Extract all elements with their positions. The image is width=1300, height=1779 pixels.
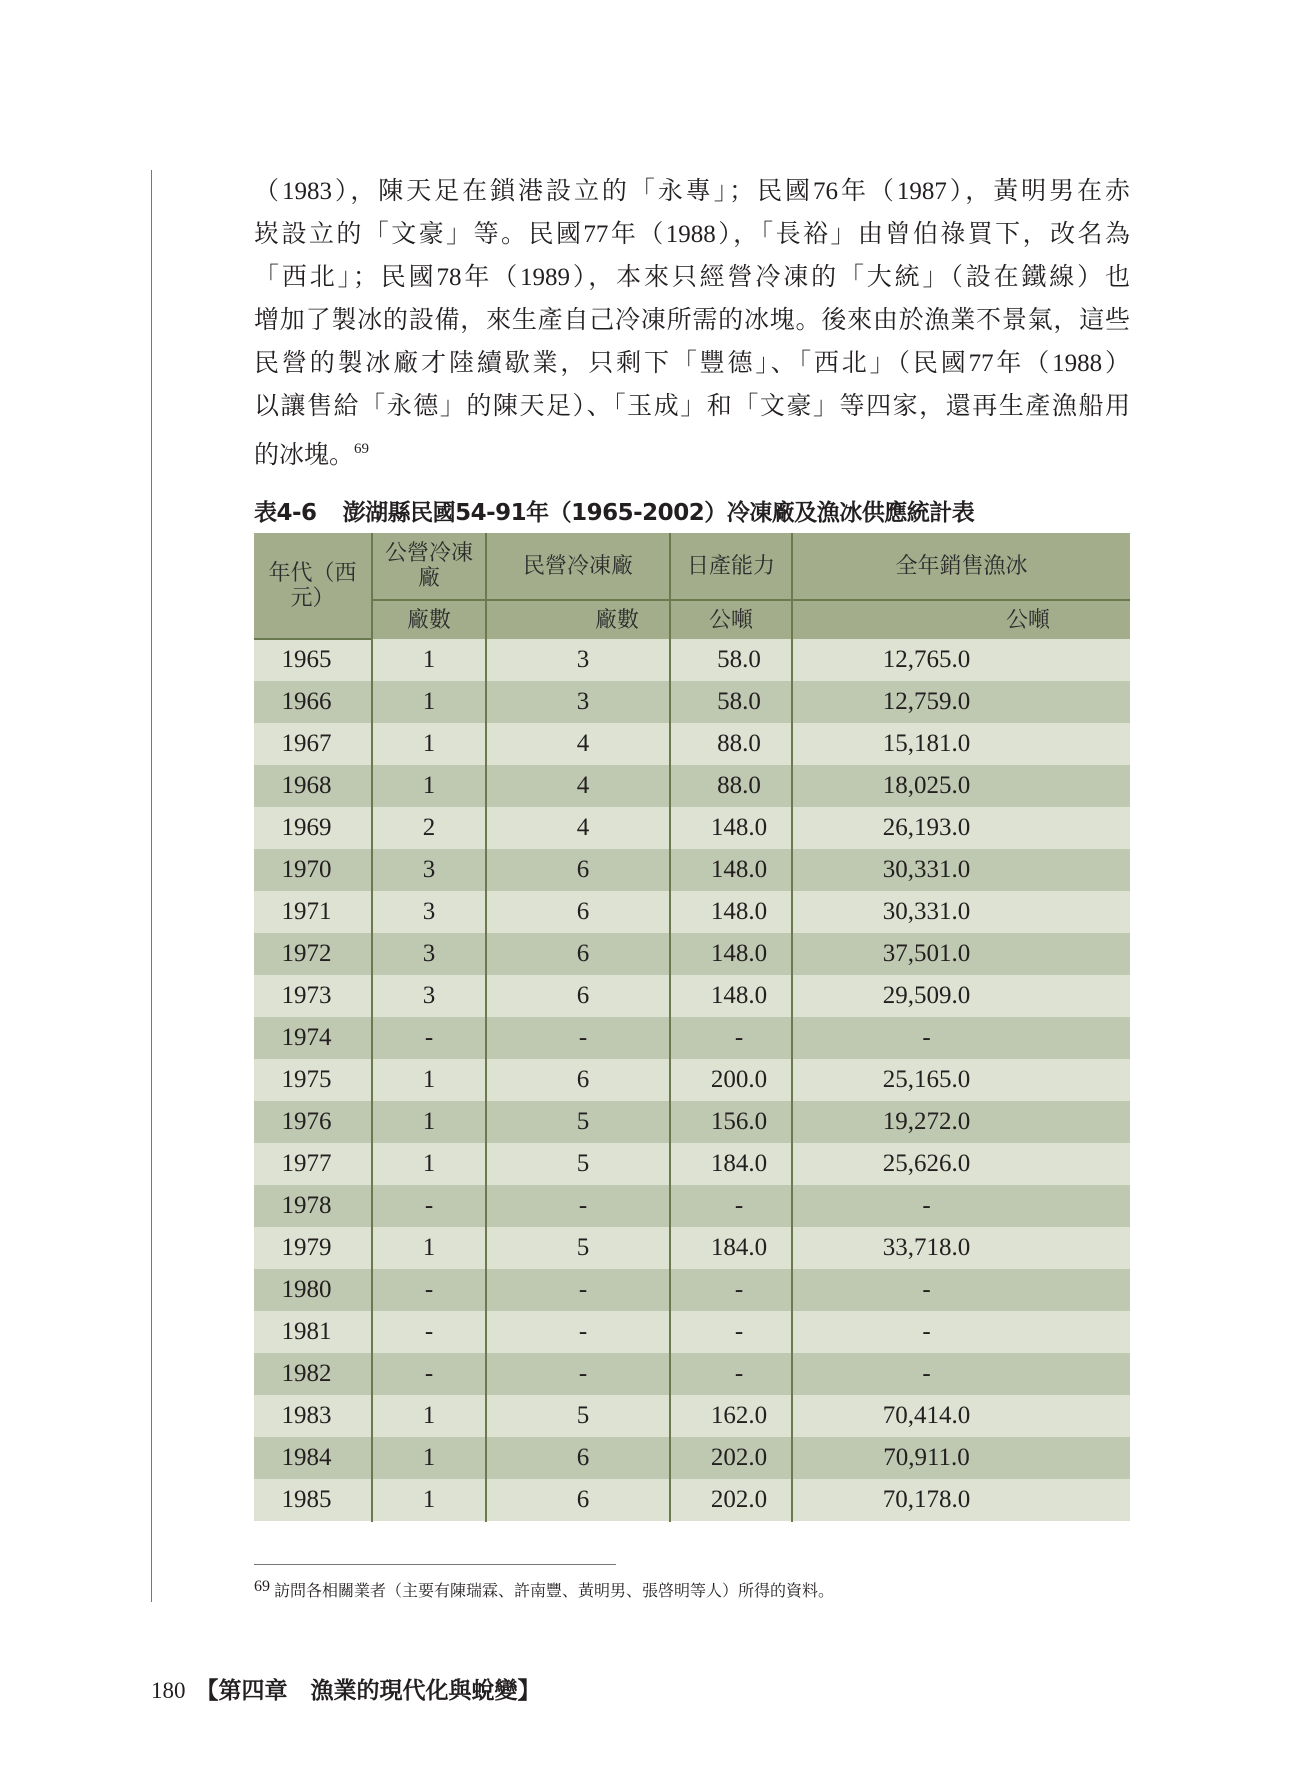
cell-year: 1965	[254, 639, 372, 681]
body-line: 崁設立的「文豪」等。民國77年（1988），「長裕」由曾伯祿買下，改名為	[254, 221, 1130, 248]
subheader-tons: 公噸	[792, 600, 1130, 639]
cell-public-plants: -	[372, 1311, 486, 1353]
cell-daily-capacity: 184.0	[670, 1143, 792, 1185]
table-row	[254, 681, 1130, 723]
cell-public-plants: 1	[372, 1479, 486, 1521]
cell-public-plants: -	[372, 1185, 486, 1227]
cell-daily-capacity: -	[670, 1269, 792, 1311]
cell-annual-ice-sales: 70,414.0	[792, 1395, 1130, 1437]
cell-daily-capacity: 148.0	[670, 891, 792, 933]
cell-private-plants: -	[486, 1017, 670, 1059]
cell-annual-ice-sales: 30,331.0	[792, 891, 1130, 933]
table-row	[254, 1269, 1130, 1311]
table-row	[254, 1311, 1130, 1353]
table-row	[254, 849, 1130, 891]
header-public-plants: 公營冷凍廠	[372, 533, 486, 600]
cell-public-plants: 1	[372, 1395, 486, 1437]
cell-annual-ice-sales: 70,911.0	[792, 1437, 1130, 1479]
cell-year: 1967	[254, 723, 372, 765]
cell-annual-ice-sales: 12,759.0	[792, 681, 1130, 723]
cell-annual-ice-sales: 37,501.0	[792, 933, 1130, 975]
header-daily-capacity: 日產能力	[670, 533, 792, 600]
statistics-table	[254, 533, 1130, 1522]
cell-daily-capacity: 148.0	[670, 807, 792, 849]
cell-year: 1981	[254, 1311, 372, 1353]
table-title: 澎湖縣民國54-91年（1965-2002）冷凍廠及漁冰供應統計表	[342, 500, 975, 526]
subheader-count: 廠數	[372, 600, 486, 639]
cell-year: 1984	[254, 1437, 372, 1479]
body-line-text: 的冰塊。	[254, 442, 355, 469]
footnote	[254, 1578, 834, 1601]
cell-private-plants: 5	[486, 1101, 670, 1143]
cell-annual-ice-sales: 15,181.0	[792, 723, 1130, 765]
cell-private-plants: 6	[486, 933, 670, 975]
cell-year: 1966	[254, 681, 372, 723]
table-caption	[254, 494, 974, 527]
cell-annual-ice-sales: -	[792, 1185, 1130, 1227]
cell-annual-ice-sales: 18,025.0	[792, 765, 1130, 807]
table-row	[254, 1227, 1130, 1269]
cell-public-plants: -	[372, 1269, 486, 1311]
table-body	[254, 639, 1130, 1521]
cell-annual-ice-sales: 19,272.0	[792, 1101, 1130, 1143]
table-row	[254, 1185, 1130, 1227]
cell-public-plants: 1	[372, 681, 486, 723]
cell-daily-capacity: 162.0	[670, 1395, 792, 1437]
cell-private-plants: 5	[486, 1143, 670, 1185]
cell-year: 1968	[254, 765, 372, 807]
cell-year: 1985	[254, 1479, 372, 1521]
cell-daily-capacity: -	[670, 1185, 792, 1227]
body-line-last	[254, 428, 1130, 471]
cell-public-plants: -	[372, 1017, 486, 1059]
cell-year: 1979	[254, 1227, 372, 1269]
cell-annual-ice-sales: 33,718.0	[792, 1227, 1130, 1269]
cell-year: 1972	[254, 933, 372, 975]
table-row	[254, 765, 1130, 807]
cell-daily-capacity: 202.0	[670, 1479, 792, 1521]
cell-public-plants: 3	[372, 933, 486, 975]
cell-daily-capacity: 88.0	[670, 723, 792, 765]
subheader-count: 廠數	[486, 600, 670, 639]
cell-public-plants: -	[372, 1353, 486, 1395]
cell-daily-capacity: -	[670, 1353, 792, 1395]
cell-private-plants: -	[486, 1269, 670, 1311]
subheader-tons: 公噸	[670, 600, 792, 639]
cell-private-plants: 6	[486, 1479, 670, 1521]
cell-daily-capacity: -	[670, 1311, 792, 1353]
cell-annual-ice-sales: 29,509.0	[792, 975, 1130, 1017]
cell-year: 1971	[254, 891, 372, 933]
cell-private-plants: 4	[486, 723, 670, 765]
cell-public-plants: 1	[372, 1143, 486, 1185]
table-row	[254, 891, 1130, 933]
cell-year: 1978	[254, 1185, 372, 1227]
page-number: 180	[151, 1678, 186, 1703]
footnote-ref[interactable]: 69	[354, 441, 370, 457]
table-row	[254, 1395, 1130, 1437]
cell-annual-ice-sales: 25,165.0	[792, 1059, 1130, 1101]
cell-public-plants: 1	[372, 723, 486, 765]
cell-annual-ice-sales: 12,765.0	[792, 639, 1130, 681]
cell-year: 1976	[254, 1101, 372, 1143]
body-line: （1983），陳天足在鎖港設立的「永專」；民國76年（1987），黃明男在赤	[254, 178, 1130, 205]
footnote-text: 訪問各相關業者（主要有陳瑞霖、許南豐、黃明男、張啓明等人）所得的資料。	[274, 1581, 835, 1600]
chapter-title: 【第四章 漁業的現代化與蛻變】	[195, 1678, 541, 1703]
cell-public-plants: 2	[372, 807, 486, 849]
cell-daily-capacity: 156.0	[670, 1101, 792, 1143]
cell-public-plants: 1	[372, 1227, 486, 1269]
cell-public-plants: 3	[372, 849, 486, 891]
cell-private-plants: 6	[486, 975, 670, 1017]
body-line: 增加了製冰的設備，來生產自己冷凍所需的冰塊。後來由於漁業不景氣，這些	[254, 307, 1130, 334]
table-row	[254, 1437, 1130, 1479]
header-year: 年代（西元）	[254, 533, 372, 639]
body-line: 民營的製冰廠才陸續歇業，只剩下「豐德」、「西北」（民國77年（1988）	[254, 350, 1130, 377]
table-row	[254, 1353, 1130, 1395]
cell-annual-ice-sales: 30,331.0	[792, 849, 1130, 891]
cell-public-plants: 3	[372, 891, 486, 933]
cell-daily-capacity: 58.0	[670, 639, 792, 681]
cell-public-plants: 1	[372, 765, 486, 807]
cell-private-plants: 6	[486, 849, 670, 891]
cell-annual-ice-sales: 26,193.0	[792, 807, 1130, 849]
cell-year: 1983	[254, 1395, 372, 1437]
cell-private-plants: 6	[486, 1437, 670, 1479]
cell-private-plants: 3	[486, 681, 670, 723]
cell-year: 1969	[254, 807, 372, 849]
cell-private-plants: 3	[486, 639, 670, 681]
body-line: 以讓售給「永德」的陳天足）、「玉成」和「文豪」等四家，還再生產漁船用	[254, 393, 1130, 420]
cell-year: 1982	[254, 1353, 372, 1395]
table-row	[254, 723, 1130, 765]
cell-daily-capacity: 202.0	[670, 1437, 792, 1479]
cell-year: 1980	[254, 1269, 372, 1311]
cell-public-plants: 1	[372, 639, 486, 681]
cell-annual-ice-sales: 25,626.0	[792, 1143, 1130, 1185]
table-row	[254, 807, 1130, 849]
cell-public-plants: 1	[372, 1101, 486, 1143]
cell-daily-capacity: 184.0	[670, 1227, 792, 1269]
cell-annual-ice-sales: 70,178.0	[792, 1479, 1130, 1521]
footnote-rule	[254, 1564, 616, 1565]
header-private-plants: 民營冷凍廠	[486, 533, 670, 600]
table-row	[254, 1101, 1130, 1143]
footnote-number: 69	[254, 1578, 270, 1595]
cell-year: 1977	[254, 1143, 372, 1185]
header-annual-ice-sales: 全年銷售漁冰	[792, 533, 1130, 600]
body-paragraph	[254, 170, 1130, 471]
margin-rule	[151, 170, 152, 1602]
cell-private-plants: -	[486, 1311, 670, 1353]
page-footer	[151, 1672, 541, 1705]
cell-private-plants: 6	[486, 891, 670, 933]
cell-annual-ice-sales: -	[792, 1017, 1130, 1059]
cell-daily-capacity: 148.0	[670, 933, 792, 975]
cell-year: 1973	[254, 975, 372, 1017]
cell-daily-capacity: -	[670, 1017, 792, 1059]
table-row	[254, 1059, 1130, 1101]
cell-public-plants: 3	[372, 975, 486, 1017]
cell-annual-ice-sales: -	[792, 1353, 1130, 1395]
cell-year: 1970	[254, 849, 372, 891]
cell-private-plants: 5	[486, 1227, 670, 1269]
cell-daily-capacity: 200.0	[670, 1059, 792, 1101]
cell-annual-ice-sales: -	[792, 1269, 1130, 1311]
table-row	[254, 933, 1130, 975]
cell-public-plants: 1	[372, 1059, 486, 1101]
table-row	[254, 1479, 1130, 1521]
body-line: 「西北」；民國78年（1989），本來只經營冷凍的「大統」（設在鐵線）也	[254, 264, 1130, 291]
cell-private-plants: 4	[486, 765, 670, 807]
cell-private-plants: 4	[486, 807, 670, 849]
table-number: 表4-6	[254, 500, 317, 526]
table-row	[254, 639, 1130, 681]
cell-year: 1974	[254, 1017, 372, 1059]
cell-private-plants: -	[486, 1185, 670, 1227]
cell-daily-capacity: 148.0	[670, 975, 792, 1017]
table-row	[254, 1017, 1130, 1059]
cell-daily-capacity: 148.0	[670, 849, 792, 891]
table-row	[254, 975, 1130, 1017]
cell-year: 1975	[254, 1059, 372, 1101]
cell-private-plants: 5	[486, 1395, 670, 1437]
cell-private-plants: 6	[486, 1059, 670, 1101]
cell-daily-capacity: 88.0	[670, 765, 792, 807]
cell-private-plants: -	[486, 1353, 670, 1395]
cell-daily-capacity: 58.0	[670, 681, 792, 723]
cell-public-plants: 1	[372, 1437, 486, 1479]
cell-annual-ice-sales: -	[792, 1311, 1130, 1353]
table-row	[254, 1143, 1130, 1185]
